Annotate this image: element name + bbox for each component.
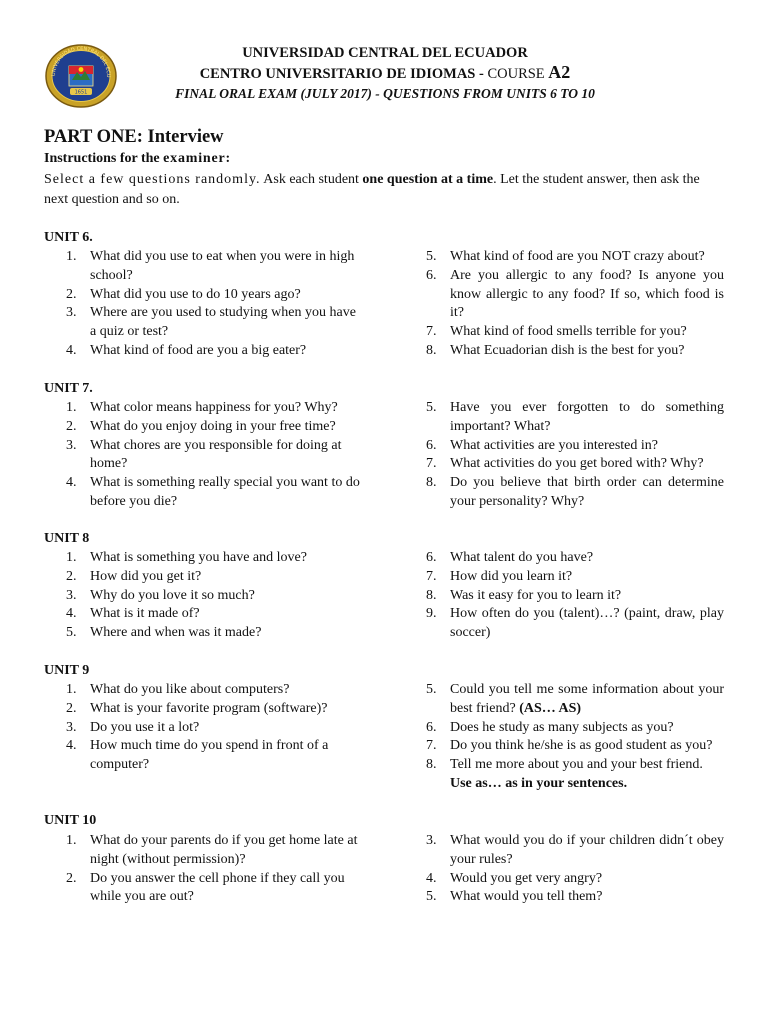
- question-item: [426, 756, 724, 775]
- question-item: [426, 248, 724, 267]
- unit-7-title: UNIT 7.: [44, 381, 93, 396]
- question-item: [66, 342, 364, 361]
- question-number: 3.: [66, 437, 77, 453]
- question-text: What activities do you get bored with? Why?: [450, 456, 704, 472]
- question-text: Would you get very angry?: [450, 870, 603, 886]
- question-item: [426, 342, 724, 361]
- question-number: 4.: [426, 870, 437, 886]
- unit-9-note: Use as… as in your sentences.: [450, 775, 628, 791]
- question-item: [66, 437, 364, 475]
- question-text: Where and when was it made?: [90, 625, 262, 641]
- instructions-label-a: Instructions for the: [44, 151, 164, 166]
- question-item: [66, 681, 364, 700]
- question-item: [426, 323, 724, 342]
- question-text: How did you get it?: [90, 568, 202, 584]
- question-text: What is it made of?: [90, 606, 200, 622]
- question-number: 8.: [426, 475, 437, 491]
- unit-6-left-questions: [66, 248, 364, 361]
- question-number: 4.: [66, 475, 77, 491]
- center-name: CENTRO UNIVERSITARIO DE IDIOMAS -: [199, 66, 488, 82]
- question-number: 6.: [426, 719, 437, 735]
- question-text: Where are you used to studying when you have a quiz or test?: [90, 305, 356, 340]
- unit-6-right-questions: [426, 248, 724, 361]
- document-header: [120, 44, 650, 103]
- question-item: [66, 832, 364, 870]
- logo-year: 1651: [74, 89, 88, 96]
- question-number: 1.: [66, 833, 77, 848]
- instructions-label-b: examiner:: [163, 151, 231, 166]
- question-text: Was it easy for you to learn it?: [450, 587, 622, 603]
- question-text: Do you think he/she is as good student as you?: [450, 738, 713, 754]
- question-text: What Ecuadorian dish is the best for you?: [450, 342, 685, 358]
- question-item: [66, 719, 364, 738]
- question-text: How much time do you spend in front of a computer?: [90, 738, 329, 773]
- question-item: [426, 870, 724, 889]
- question-number: 1.: [66, 400, 77, 415]
- question-number: 1.: [66, 550, 77, 565]
- unit-8-title: UNIT 8: [44, 531, 90, 546]
- question-number: 3.: [66, 587, 77, 603]
- question-text: What chores are you responsible for doing at home?: [90, 437, 342, 472]
- question-number: 6.: [426, 550, 437, 565]
- question-text: Have you ever forgotten to do something important? What?: [450, 400, 724, 434]
- unit-8-right-questions: [426, 549, 724, 643]
- question-text: What would you tell them?: [450, 889, 603, 905]
- unit-10-right-questions: [426, 832, 724, 907]
- question-text: Does he study as many subjects as you?: [450, 719, 674, 735]
- question-text: Do you use it a lot?: [90, 719, 200, 735]
- question-item: [426, 888, 724, 907]
- question-number: 5.: [426, 249, 437, 264]
- unit-7-left-questions: [66, 399, 364, 512]
- question-text: Why do you love it so much?: [90, 587, 255, 603]
- question-text: How did you learn it?: [450, 568, 573, 584]
- question-item: [426, 437, 724, 456]
- question-number: 8.: [426, 757, 437, 773]
- university-name: UNIVERSIDAD CENTRAL DEL ECUADOR: [242, 45, 528, 61]
- instructions-text: [44, 170, 714, 210]
- question-number: 2.: [66, 568, 77, 584]
- question-number: 5.: [66, 625, 77, 641]
- question-number: 8.: [426, 587, 437, 603]
- question-number: 5.: [426, 889, 437, 905]
- question-number: 2.: [66, 418, 77, 434]
- question-text: What kind of food are you NOT crazy about?: [450, 249, 705, 264]
- unit-7-right-questions: [426, 399, 724, 512]
- unit-9-left-questions: [66, 681, 364, 775]
- question-item: [66, 587, 364, 606]
- question-number: 5.: [426, 400, 437, 415]
- question-text: Do you answer the cell phone if they call you while you are out?: [90, 870, 345, 905]
- question-number: 4.: [66, 738, 77, 754]
- question-number: 4.: [66, 342, 77, 358]
- question-text: What kind of food are you a big eater?: [90, 342, 307, 358]
- question-number: 2.: [66, 700, 77, 716]
- course-level: A2: [548, 62, 571, 82]
- question-text: Are you allergic to any food? Is anyone you know allergic to any food? If so, which food is it?: [450, 267, 724, 321]
- question-item: [66, 624, 364, 643]
- question-text: What did you use to eat when you were in high school?: [90, 249, 355, 283]
- question-item: [426, 399, 724, 437]
- question-item: [426, 267, 724, 323]
- question-item: [66, 568, 364, 587]
- unit-10-left-questions: [66, 832, 364, 907]
- question-number: 7.: [426, 738, 437, 754]
- question-item: [66, 418, 364, 437]
- question-text: What is something really special you want to do before you die?: [90, 475, 360, 509]
- question-number: 3.: [66, 305, 77, 321]
- question-text: What is your favorite program (software)?: [90, 700, 328, 716]
- question-number: 7.: [426, 456, 437, 472]
- question-number: 6.: [426, 267, 437, 283]
- part-title: PART ONE: Interview: [44, 127, 224, 147]
- question-number: 8.: [426, 342, 437, 358]
- question-number: 3.: [66, 719, 77, 735]
- question-text: Do you believe that birth order can determine your personality? Why?: [450, 475, 724, 509]
- question-text: What do you like about computers?: [90, 682, 290, 697]
- question-item: [66, 870, 364, 908]
- question-item: [66, 737, 364, 775]
- question-number: 2.: [66, 870, 77, 886]
- question-text: How often do you (talent)…? (paint, draw, play soccer): [450, 606, 724, 641]
- question-number: 6.: [426, 437, 437, 453]
- question-item: [66, 399, 364, 418]
- question-text: What talent do you have?: [450, 550, 594, 565]
- question-text: What kind of food smells terrible for you?: [450, 324, 687, 340]
- question-item: [426, 474, 724, 512]
- question-item: [66, 549, 364, 568]
- instructions-c: . Let the student answer, then ask the next question and so on.: [44, 172, 700, 207]
- question-text: What would you do if your children didn´t obey your rules?: [450, 833, 724, 867]
- question-text: [450, 681, 724, 719]
- question-item: [426, 737, 724, 756]
- question-hint: (AS… AS): [515, 700, 582, 716]
- question-item: [426, 719, 724, 738]
- instructions-bold: one question at a time: [362, 172, 494, 187]
- question-item: [66, 700, 364, 719]
- question-text: What did you use to do 10 years ago?: [90, 286, 301, 302]
- instructions-b: Ask each student: [260, 172, 363, 187]
- instructions-label: [44, 151, 231, 167]
- question-number: 9.: [426, 606, 437, 622]
- question-item: [66, 304, 364, 342]
- question-item: [426, 681, 724, 719]
- question-item: [426, 549, 724, 568]
- question-text: What color means happiness for you? Why?: [90, 400, 338, 415]
- question-text: What do your parents do if you get home late at night (without permission)?: [90, 833, 358, 867]
- question-item: [426, 455, 724, 474]
- question-number: 1.: [66, 682, 77, 697]
- question-item: [426, 832, 724, 870]
- question-text: Tell me more about you and your best friend.: [450, 757, 703, 773]
- instructions-a: Select a few questions randomly.: [44, 172, 261, 187]
- question-number: 1.: [66, 249, 77, 264]
- question-item: [66, 248, 364, 286]
- exam-title: FINAL ORAL EXAM (JULY 2017) - QUESTIONS FROM UNITS 6 TO 10: [175, 86, 595, 101]
- logo-seal-text: UNIVERSIDAD CENTRAL DEL ECU: [50, 45, 112, 78]
- question-number: 2.: [66, 286, 77, 302]
- unit-9-right-questions: [426, 681, 724, 794]
- question-number: 4.: [66, 606, 77, 622]
- unit-6-title: UNIT 6.: [44, 230, 93, 245]
- unit-8-left-questions: [66, 549, 364, 643]
- question-text: What is something you have and love?: [90, 550, 307, 565]
- center-course-line: [120, 63, 650, 84]
- course-word: COURSE: [487, 66, 549, 82]
- unit-9-title: UNIT 9: [44, 663, 90, 678]
- university-seal-logo: [44, 44, 118, 108]
- question-number: 7.: [426, 324, 437, 340]
- question-item: [66, 605, 364, 624]
- question-text: What activities are you interested in?: [450, 437, 658, 453]
- question-item: [426, 587, 724, 606]
- question-text: What do you enjoy doing in your free time?: [90, 418, 336, 434]
- question-item: [426, 568, 724, 587]
- unit-10-title: UNIT 10: [44, 813, 97, 828]
- question-number: 3.: [426, 833, 437, 848]
- question-item: [426, 605, 724, 643]
- question-item: [66, 286, 364, 305]
- question-number: 7.: [426, 568, 437, 584]
- question-number: 5.: [426, 682, 437, 697]
- question-item: [66, 474, 364, 512]
- question-text-main: Could you tell me some information about your best friend?: [450, 682, 724, 716]
